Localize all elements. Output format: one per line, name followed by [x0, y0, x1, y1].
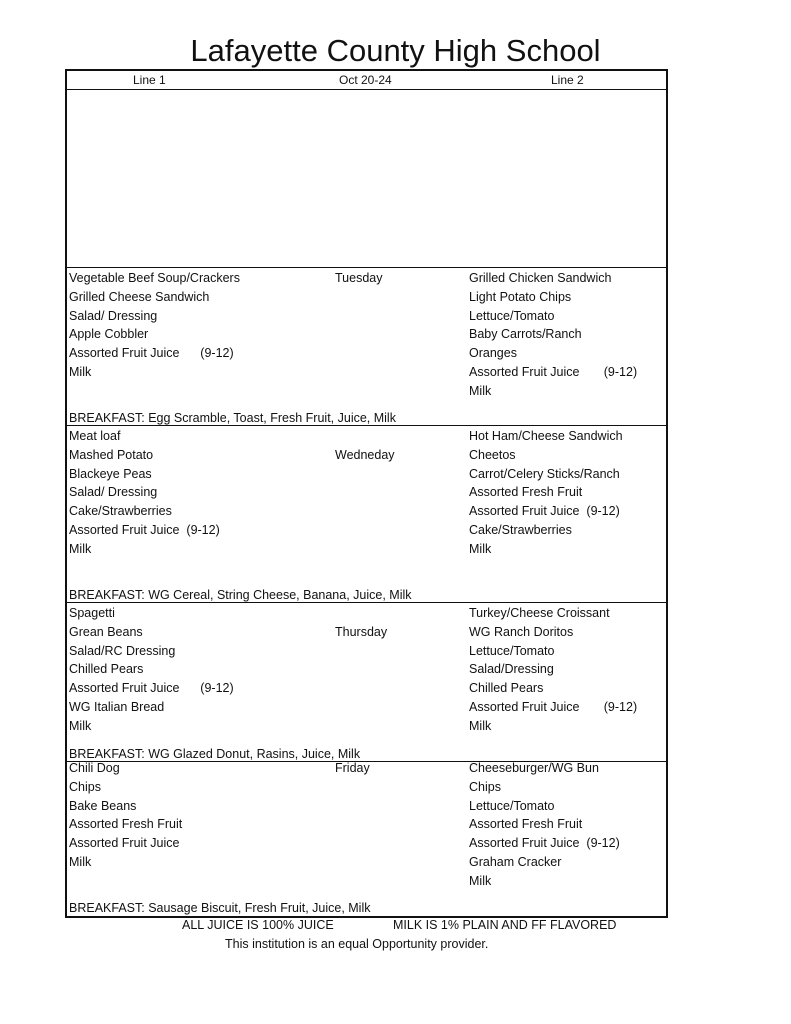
breakfast-menu: BREAKFAST: Egg Scramble, Toast, Fresh Fruit, Juice, Milk [69, 411, 396, 425]
line2-menu-item: Assorted Fruit Juice (9-12) [469, 504, 620, 519]
line1-menu-item: Salad/RC Dressing [69, 643, 176, 658]
line2-menu-item: Cake/Strawberries [469, 523, 572, 537]
line2-menu-item: Lettuce/Tomato [469, 643, 555, 658]
line2-menu-item: Milk [469, 541, 492, 556]
menu-table [65, 69, 668, 918]
line2-menu-item: Lettuce/Tomato [469, 798, 555, 813]
line2-menu-item: Hot Ham/Cheese Sandwich [469, 429, 623, 443]
line1-menu-item: Milk [69, 855, 92, 869]
line2-menu-item: Milk [469, 383, 492, 398]
day-label: Thursday [335, 624, 388, 639]
line2-menu-item: Oranges [469, 346, 517, 361]
breakfast-menu: BREAKFAST: WG Glazed Donut, Rasins, Juice, Milk [69, 747, 361, 761]
day-section-tuesday [67, 267, 666, 426]
line1-menu-item: Assorted Fresh Fruit [69, 817, 183, 832]
line2-menu-item: Milk [469, 718, 492, 733]
line1-menu-item: Cake/Strawberries [69, 504, 172, 519]
day-label: Wedneday [335, 447, 395, 462]
line1-menu-item: Bake Beans [69, 798, 137, 813]
line2-menu-item: Milk [469, 873, 492, 888]
line1-menu-item: Salad/ Dressing [69, 308, 158, 323]
line1-menu-item: Chili Dog [69, 761, 120, 775]
line2-menu-item: Assorted Fruit Juice (9-12) [469, 365, 638, 379]
line2-menu-item: Light Potato Chips [469, 289, 572, 304]
line2-menu-item: Lettuce/Tomato [469, 308, 555, 323]
divider [67, 89, 666, 90]
breakfast-menu: BREAKFAST: Sausage Biscuit, Fresh Fruit, Juice, Milk [69, 901, 371, 915]
line1-menu-item: Milk [69, 718, 92, 733]
line1-menu-item: Mashed Potato [69, 447, 154, 462]
line2-menu-item: Salad/Dressing [469, 662, 554, 677]
line1-menu-item: Assorted Fruit Juice (9-12) [69, 681, 234, 696]
day-section-friday [67, 761, 666, 916]
juice-note: ALL JUICE IS 100% JUICE [182, 918, 334, 932]
line1-menu-item: Milk [69, 365, 92, 379]
breakfast-menu: BREAKFAST: WG Cereal, String Cheese, Banana, Juice, Milk [69, 588, 412, 602]
line2-menu-item: Cheeseburger/WG Bun [469, 761, 599, 775]
line2-menu-item: Assorted Fresh Fruit [469, 485, 583, 500]
line1-menu-item: Salad/ Dressing [69, 485, 158, 500]
line2-menu-item: Carrot/Celery Sticks/Ranch [469, 466, 620, 481]
line2-menu-item: Baby Carrots/Ranch [469, 327, 582, 342]
header-line-2: Line 2 [551, 73, 584, 87]
line1-menu-item: Apple Cobbler [69, 327, 149, 342]
line2-menu-item: Chilled Pears [469, 681, 544, 696]
line1-menu-item: Assorted Fruit Juice [69, 836, 180, 851]
day-label: Tuesday [335, 271, 383, 285]
line1-menu-item: Chips [69, 779, 101, 794]
day-label: Friday [335, 761, 370, 775]
header-line-1: Line 1 [133, 73, 166, 87]
day-section-wedneday [67, 425, 666, 603]
line2-menu-item: Chips [469, 779, 501, 794]
line2-menu-item: WG Ranch Doritos [469, 624, 574, 639]
line2-menu-item: Turkey/Cheese Croissant [469, 606, 610, 620]
equal-opportunity-note: This institution is an equal Opportunity provider. [225, 937, 489, 951]
line1-menu-item: Blackeye Peas [69, 466, 152, 481]
line2-menu-item: Assorted Fruit Juice (9-12) [469, 836, 620, 851]
day-section-thursday [67, 602, 666, 762]
line2-menu-item: Cheetos [469, 447, 516, 462]
line1-menu-item: Vegetable Beef Soup/Crackers [69, 271, 240, 285]
line1-menu-item: WG Italian Bread [69, 700, 165, 714]
line1-menu-item: Assorted Fruit Juice (9-12) [69, 346, 234, 361]
line1-menu-item: Chilled Pears [69, 662, 144, 677]
line2-menu-item: Assorted Fruit Juice (9-12) [469, 700, 638, 714]
milk-note: MILK IS 1% PLAIN AND FF FLAVORED [393, 918, 617, 932]
line1-menu-item: Assorted Fruit Juice (9-12) [69, 523, 220, 537]
line1-menu-item: Spagetti [69, 606, 115, 620]
line2-menu-item: Assorted Fresh Fruit [469, 817, 583, 832]
line1-menu-item: Milk [69, 541, 92, 556]
line2-menu-item: Grilled Chicken Sandwich [469, 271, 612, 285]
line1-menu-item: Grean Beans [69, 624, 143, 639]
line1-menu-item: Grilled Cheese Sandwich [69, 289, 210, 304]
page-title: Lafayette County High School [190, 33, 601, 68]
header-dates: Oct 20-24 [339, 73, 392, 87]
line2-menu-item: Graham Cracker [469, 855, 562, 869]
line1-menu-item: Meat loaf [69, 429, 121, 443]
